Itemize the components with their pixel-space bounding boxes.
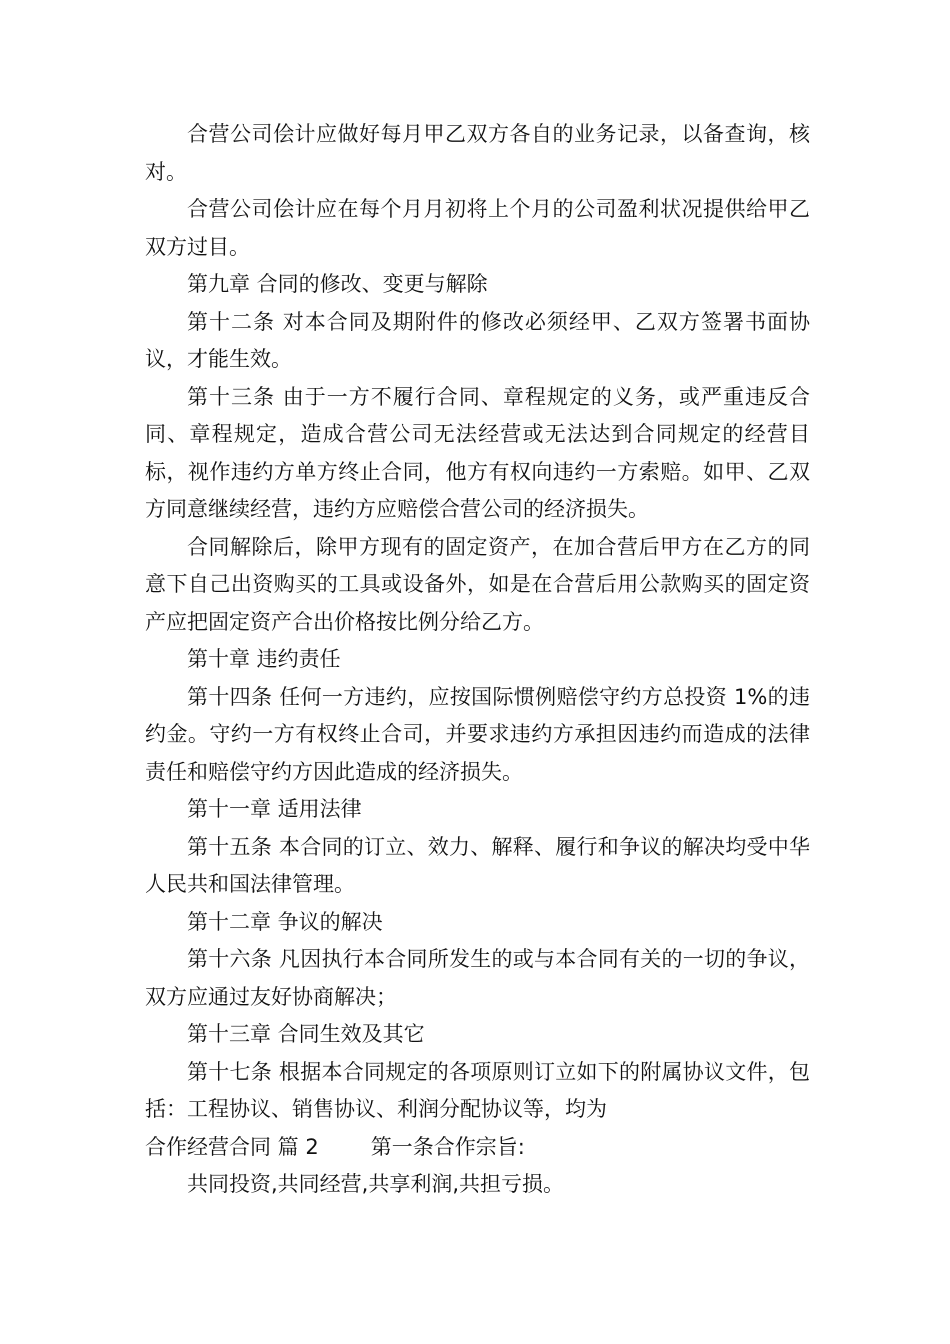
article-12: 第十二条 对本合同及期附件的修改必须经甲、乙双方签署书面协议，才能生效。 [145, 309, 810, 371]
chapter-heading-11: 第十一章 适用法律 [187, 797, 362, 821]
paragraph-accounting-records: 合营公司侩计应做好每月甲乙双方各自的业务记录，以备查询，核对。 [145, 122, 810, 184]
article-15: 第十五条 本合同的订立、效力、解释、履行和争议的解决均受中华人民共和国法律管理。 [145, 834, 810, 896]
section-title-line [145, 1129, 810, 1167]
paragraph-monthly-profit-report: 合营公司侩计应在每个月月初将上个月的公司盈利状况提供给甲乙双方过目。 [145, 197, 810, 259]
article-16: 第十六条 凡因执行本合同所发生的或与本合同有关的一切的争议，双方应通过友好协商解决； [145, 947, 810, 1009]
chapter-heading-10: 第十章 违约责任 [187, 647, 341, 671]
paragraph-contract-termination: 合同解除后，除甲方现有的固定资产，在加合营后甲方在乙方的同意下自己出资购买的工具或设备外，如是在合营后用公款购买的固定资产应把固定资产合出价格按比例分给乙方。 [145, 534, 810, 634]
chapter-heading-9: 第九章 合同的修改、变更与解除 [187, 272, 488, 296]
article-17: 第十七条 根据本合同规定的各项原则订立如下的附属协议文件，包括：工程协议、销售协议、利润分配协议等，均为 [145, 1059, 810, 1121]
chapter-heading-13: 第十三章 合同生效及其它 [187, 1022, 425, 1046]
article-14: 第十四条 任何一方违约，应按国际惯例赔偿守约方总投资 1%的违约金。守约一方有权终止合司，并要求违约方承担因违约而造成的法律责任和赔偿守约方因此造成的经济损失。 [145, 684, 810, 784]
chapter-heading-12: 第十二章 争议的解决 [187, 909, 383, 934]
document-body [145, 116, 810, 1204]
article-13: 第十三条 由于一方不履行合同、章程规定的义务，或严重违反合同、章程规定，造成合营公司无法经营或无法达到合同规定的经营目标，视作违约方单方终止合同，他方有权向违约一方索赔。如甲、乙双方同意继续经营，违约方应赔偿合营公司的经济损失。 [145, 384, 810, 521]
section-title: 合作经营合同 篇 2 [145, 1134, 319, 1159]
article-one-heading: 第一条合作宗旨: [370, 1134, 525, 1159]
paragraph-cooperation-purpose: 共同投资,共同经营,共享利润,共担亏损。 [187, 1172, 565, 1196]
